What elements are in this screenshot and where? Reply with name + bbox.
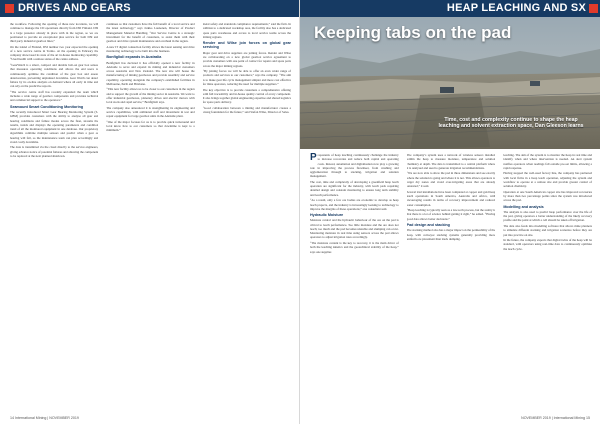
body-paragraph: Major gear and drive suppliers are joining forces. Render and Wilse are collaborating on a new global gearbox service agreement to provide customers with one point of contact for repairs and spare parts across the major mining regions. (202, 50, 291, 68)
column-2 (407, 153, 496, 408)
body-paragraph: “As a result, only a few ore bodies are economic to develop as heap leach projects, and the industry is increasingly looking to technology to improve the margins of these operations,” one consultant said. (310, 198, 399, 211)
section-title: HEAP LEACHING AND SX (446, 2, 586, 14)
body-paragraph: A new IT digital connection facility allows the latest sensing and drive monitoring technology to be built into the business. (106, 44, 195, 53)
body-paragraph: “By joining forces we will be able to offer an even wider range of products and services to our customers,” says the company. “The aim is to make gear life cycle management simpler and more cost effective for mine operators, reducing the need for multiple suppliers.” (202, 69, 291, 86)
body-paragraph: In the future, the company expects that digital twins of the heap will be standard, with operators using real-time data to continuously optimise the leach cycle. (503, 238, 593, 251)
body-paragraph: The stacking method also has a major impact on the permeability of the heap, with conveyor stacking systems generally providing more uniform ore placement than truck dumping. (406, 228, 496, 241)
body-paragraph: The analysis is also used to predict heap performance over the life of the pad, giving operators a better understanding of the likely recovery profile and the point at which a cell should be taken off irrigation. (503, 209, 593, 223)
body-paragraph: “We are now able to show the pad in three dimensions and see exactly where the solution is going and where it is not. This allows operators to target dry zones and avoid over-irrigating areas that are already saturated,” it said. (406, 171, 496, 189)
page-folio: NOVEMBER 2019 | International Mining 15 (521, 416, 590, 420)
subheading: Pad design and stacking (406, 222, 450, 227)
body-paragraph: The key objective is to provide customers a comprehensive offering with full traceability and in-house quality control of every component. It also brings together global engineering expertise and shared logistics for spare parts delivery. (202, 87, 291, 105)
body-paragraph: The company also announced it is strengthening its engineering and service capabilities, with additional staff and investment in test and repair equipment for large gearbox units in the Adelaide plant. (106, 105, 195, 119)
body-paragraph: “Heap leaching is typically seen as a low-tech process, but the reality is that there is a lot of science behind getting it right,” he added. “Having good data allows better decisions.” (406, 208, 496, 221)
column-3 (503, 153, 592, 408)
section-title: DRIVES AND GEARS (18, 2, 131, 14)
body-paragraph: “One of the major focuses for us is to provide quick turnaround and local know how to our customers so that downtime is kept to a minimum.” (106, 119, 195, 133)
body-paragraph: Proponents of heap leaching continuously challenge the industry to increase recoveries and reduce both capital and operating costs. Instead, automation and digitalisation now play a growing role in improving the process flowsheet, from crushing and agglomeration through to stacking, irrigation and solution management. (310, 153, 399, 179)
body-paragraph: “GearWatch is a smart, compact and durable bolt-on gear box sensor that measures operating conditions and allows the end users to continuously optimise the condition of the gear box and assess deterioration, preventing unplanned downtime. Gear Watch can detect failure by its on-line analysis on demand where all early in time and can rely on the predictive reports. (10, 63, 99, 89)
subheading: Modelling and analysis (503, 204, 544, 209)
subheading: Bonfiglioli expands in Australia (106, 55, 162, 60)
column-3 (203, 22, 291, 408)
body-paragraph: The cost, time and complexity of developing a greenfield heap leach operation are significant for the industry, with leach pads requiring detailed design and constant monitoring to ensure long term stability and leach performance. (310, 179, 399, 197)
body-paragraph: “This new facility allows us to be closer to our customers in the region and to support the growth of the mining sector in Australia. We want to offer industrial gearboxes, planetary drives and electric motors with local stock and rapid service,” Bonfiglioli says. (106, 87, 195, 105)
body-paragraph: “The service centre staff has recently expanded the team which includes a wide range of gearbox components and provides technical and commercial support to the operators.” (10, 89, 99, 103)
column-1 (310, 153, 399, 408)
section-marker-icon (589, 4, 598, 13)
section-header-bar (300, 0, 600, 17)
column-2 (106, 22, 194, 408)
body-paragraph: The recently introduced Smart Gear Bearing Monitoring System (S-GBM) provides customers with the ability to analyse all gear and bearing conditions and failure modes across the fleet, streams the results, trends and displays the operating parameters and condition trend of all the monitored equipment in one database. Our proprietary algorithms combine multiple sensors and predict when a gear or bearing will fail, so the maintenance team can plan accordingly and avoid costly downtime. (10, 110, 99, 144)
body-paragraph: Operation at one South American copper site has improved recoveries by more than two percentage points since the system was introduced across the pad. (503, 189, 593, 203)
article-columns (10, 22, 291, 408)
section-header-bar (0, 0, 299, 17)
body-paragraph: The data also feeds into modelling software that allows mine planners to simulate different stacking and irrigation scenarios before they are put into practice on site. (503, 224, 593, 237)
body-paragraph: continues so that customers have the full benefit of a local service and the latest technology,” says Jarkko Launonen, Director of Product Management Material Handling. “Our Service Centre is a strategic investment for the benefit of customers, to assist them with their gearbox and drive system maintenance and overhaul in the region. (106, 22, 195, 43)
section-marker-icon (5, 4, 14, 13)
body-paragraph: leaching. The aim of the system is to monitor the heap in real time and identify when and where intervention is needed. An alert system notifies operators when readings fall outside pre-set limits, allowing a rapid response. (503, 153, 593, 170)
page-folio: 14 International Mining | NOVEMBER 2019 (10, 416, 79, 420)
body-paragraph: The data is transmitted via the cloud directly to the service engineers, giving advance notice of potential failures and allowing the component to be replaced at the next planned shutdown. (10, 145, 99, 158)
subheading: Hydraulic Moisture (310, 213, 344, 218)
body-paragraph: the workface. Following the opening of these new locations, we will continue to manage the CD operations directly from DSI Finland. DSI is a large presence already in place with in the region, so we are positioned to provide an exceptional plus service for both DSI and third party industrial gearbox lines,” (10, 22, 99, 43)
body-paragraph: The company’s system uses a network of wireless sensors installed within the heap to measure moisture, temperature and solution chemistry at depth. The data is transmitted to a central platform where it is analysed and used to generate irrigation recommendations. (406, 153, 496, 170)
body-paragraph: “Good collaboration between a mining and manufacturer creates a strong foundation for the future,” said Stefan Wilse, Director of Sales. (202, 105, 291, 115)
subheading: Render and Wilse join forces on global gear servicing (202, 41, 291, 50)
hero-photo (300, 17, 600, 149)
article-headline: Keeping tabs on the pad (314, 23, 512, 42)
body-paragraph: Bonfiglioli has declared it has officially opened a new facility in Adelaide to serve and expand its mining and industrial customers across Australia and New Zealand. The new site will house the manufacturing of mining gearboxes and provide assembly and service capability, operating alongside the company's established facilities in Melbourne, Perth and Brisbane. (106, 60, 195, 86)
body-paragraph: Several trial installations have been completed at copper and gold heap leach operations in South America, Australia and Africa, with encouraging results in terms of recovery improvement and reduced water consumption. (406, 189, 496, 207)
article-standfirst: Time, cost and complexity continue to shape the heap leaching and solvent extraction space, Dan Gleeson learns (438, 117, 584, 130)
right-page (300, 0, 600, 424)
body-paragraph: Moisture control and the hydraulic behaviour of the ore on the pad is critical to leach performance. Too little moisture and the ore does not leach; too much and the pad becomes unstable and slumping can occur. Monitoring moisture in real time using sensors across the pad allows operators to adjust irrigation rates accordingly. (310, 218, 399, 240)
body-paragraph: Having stopped the well-used factory line, the company has partnered with local firms in a heap leach operation, adjusting the system and workflow to operate at a remote site and provide greater control of solution chemistry. (503, 171, 593, 189)
body-paragraph: “The moisture content is the key to recovery, it is the main driver of both the leaching kinetics and the geotechnical stability of the heap,” says one supplier. (310, 241, 399, 254)
column-1 (10, 22, 98, 408)
article-columns (310, 153, 592, 408)
body-paragraph: metal safety and standards compliance requirements,” said the firm. In addition to a dedicated workshop area, the facility also has a dedicated spare parts warehouse and access to local service teams across the mining regions. (202, 22, 291, 39)
drop-cap: P (310, 153, 317, 163)
subheading: Seamount Smart Conditioning Monitoring (10, 104, 84, 109)
body-paragraph: On the island of Finland, DSI number two year expected the opening of a new service centre in Torino. At the opening in February the company showcased its state of the art in-house monitoring capability. “Used health with a remote status of the centre address. (10, 44, 99, 62)
